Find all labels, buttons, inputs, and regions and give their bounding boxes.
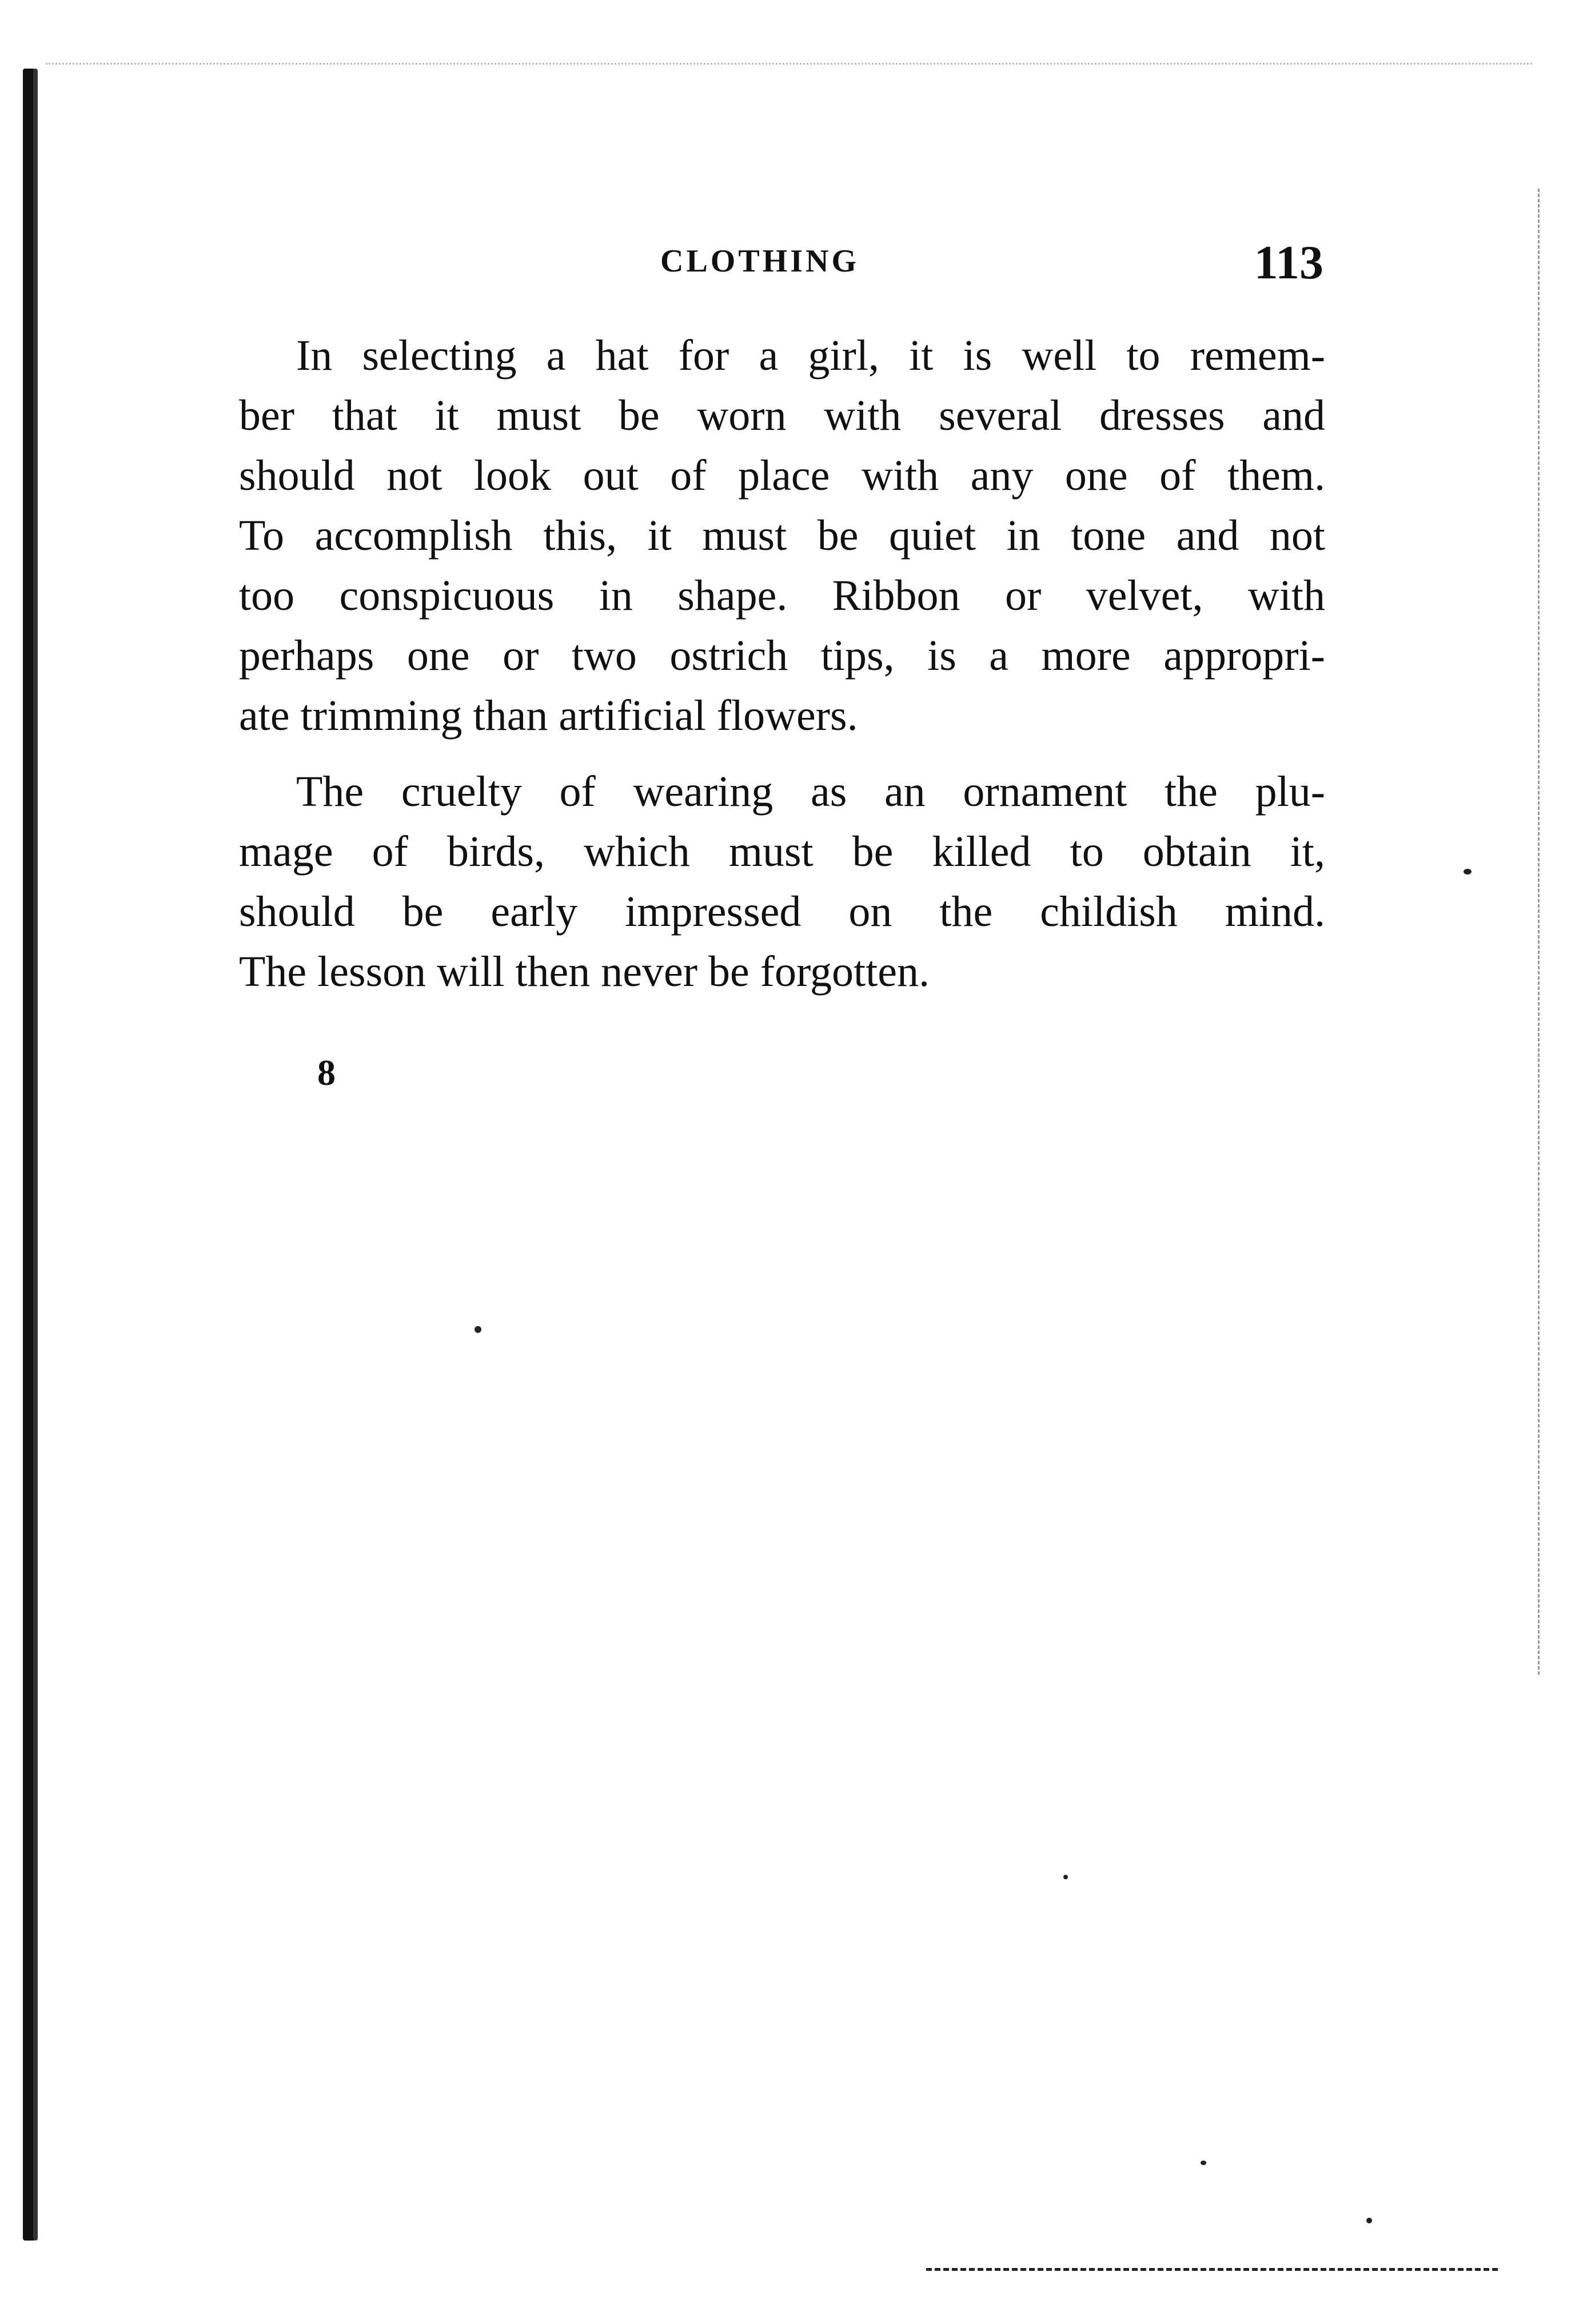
scan-speck (1063, 1875, 1068, 1879)
text-line: too conspicuous in shape. Ribbon or velvet, with (239, 572, 1325, 620)
text-line: should not look out of place with any one of them. (239, 452, 1325, 500)
scan-artifact-top (46, 63, 1532, 65)
scan-speck (1201, 2161, 1206, 2165)
text-line: The cruelty of wearing as an ornament the plu- (296, 768, 1325, 816)
signature-mark: 8 (317, 1052, 336, 1093)
scan-artifact-right (1538, 189, 1540, 1675)
page-number: 113 (1254, 236, 1323, 289)
paragraph-plumage-cruelty (239, 762, 1325, 1002)
text-line: In selecting a hat for a girl, it is well to remem- (296, 332, 1325, 380)
scan-speck (1464, 869, 1472, 875)
text-line: mage of birds, which must be killed to obtain it, (239, 828, 1325, 876)
binding-edge-shadow (33, 69, 38, 2241)
running-head (237, 237, 1323, 289)
scan-artifact-bottom (926, 2268, 1498, 2271)
text-line: perhaps one or two ostrich tips, is a more appropri- (239, 632, 1325, 680)
scan-speck (1366, 2218, 1372, 2223)
text-line: ate trimming than artificial flowers. (239, 692, 858, 740)
paragraph-hat-selection (239, 326, 1325, 746)
scan-speck (475, 1326, 481, 1333)
text-line: To accomplish this, it must be quiet in tone and not (239, 512, 1325, 560)
running-title: CLOTHING (660, 243, 860, 279)
body-text (239, 326, 1325, 1018)
text-line: ber that it must be worn with several dresses and (239, 392, 1325, 440)
text-line: should be early impressed on the childish mind. (239, 888, 1325, 936)
text-line: The lesson will then never be forgotten. (239, 948, 930, 996)
